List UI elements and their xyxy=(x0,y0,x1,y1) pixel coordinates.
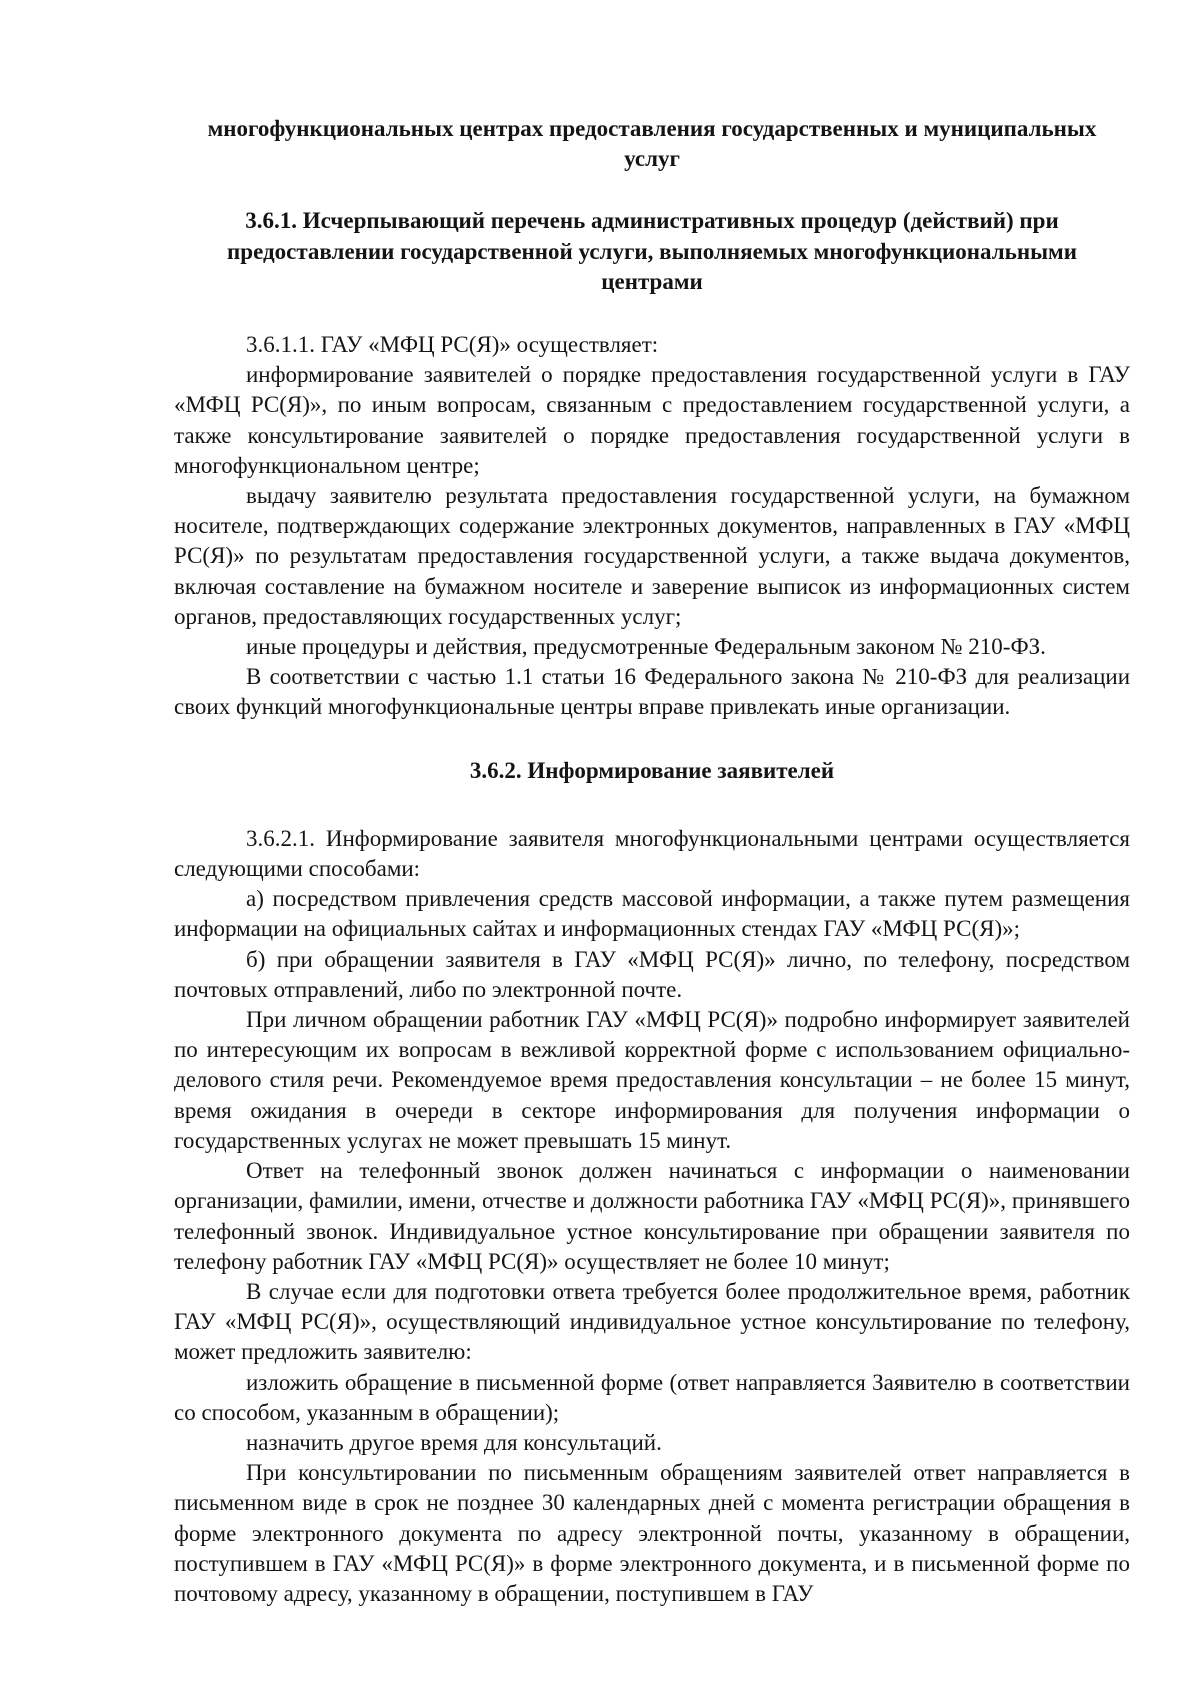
spacer xyxy=(174,723,1130,756)
spacer xyxy=(174,297,1130,330)
paragraph: В случае если для подготовки ответа требуется более продолжительное время, работник ГАУ «МФЦ РС(Я)», осуществляющий индивидуальное устное консультирование по телефону, может предложить заявителю: xyxy=(174,1278,1130,1365)
section-361-body xyxy=(174,330,1130,723)
spacer xyxy=(174,174,1130,206)
paragraph: изложить обращение в письменной форме (ответ направляется Заявителю в соответствии со способом, указанным в обращении); xyxy=(174,1369,1130,1425)
header-title: многофункциональных центрах предоставления государственных и муниципальных услуг xyxy=(207,116,1097,172)
paragraph: 3.6.2.1. Информирование заявителя многофункциональными центрами осуществляется следующими способами: xyxy=(174,825,1130,882)
spacer xyxy=(174,786,1130,824)
paragraph: а) посредством привлечения средств массовой информации, а также путем размещения информации на официальных сайтах и информационных стендах ГАУ «МФЦ РС(Я)»; xyxy=(174,886,1130,942)
paragraph: При личном обращении работник ГАУ «МФЦ РС(Я)» подробно информирует заявителей по интересующим их вопросам в вежливой корректной форме с использованием официально-делового стиля речи. Рекомендуемое время предоставления консультации – не более 15 минут, время ожидания в очереди в секторе информирования для получения информации о государственных услугах не может превышать 15 минут. xyxy=(174,1007,1130,1153)
paragraph: назначить другое время для консультаций. xyxy=(246,1429,662,1455)
paragraph: 3.6.1.1. ГАУ «МФЦ РС(Я)» осуществляет: xyxy=(246,332,659,358)
paragraph: В соответствии с частью 1.1 статьи 16 Федерального закона № 210-ФЗ для реализации своих функций многофункциональные центры вправе привлекать иные организации. xyxy=(174,664,1130,720)
paragraph: иные процедуры и действия, предусмотренные Федеральным законом № 210-ФЗ. xyxy=(246,634,1046,660)
paragraph: информирование заявителей о порядке предоставления государственной услуги в ГАУ «МФЦ РС(Я)», по иным вопросам, связанным с предоставлением государственной услуги, а также консультирование заявителей о порядке предоставления государственной услуги в многофункциональном центре; xyxy=(174,362,1130,478)
paragraph: Ответ на телефонный звонок должен начинаться с информации о наименовании организации, фамилии, имени, отчестве и должности работника ГАУ «МФЦ РС(Я)», принявшего телефонный звонок. Индивидуальное устное консультирование при обращении заявителя по телефону работник ГАУ «МФЦ РС(Я)» осуществляет не более 10 минут; xyxy=(174,1158,1130,1274)
section-362-title: 3.6.2. Информирование заявителей xyxy=(469,757,835,783)
section-361-title: 3.6.1. Исчерпывающий перечень административных процедур (действий) при предоставлении государственной услуги, выполняемых многофункциональными центрами xyxy=(227,208,1077,294)
paragraph: При консультировании по письменным обращениям заявителей ответ направляется в письменном виде в срок не позднее 30 календарных дней с момента регистрации обращения в форме электронного документа по адресу электронной почты, указанному в обращении, поступившем в ГАУ «МФЦ РС(Я)» в форме электронного документа, и в письменной форме по почтовому адресу, указанному в обращении, поступившем в ГАУ xyxy=(174,1460,1130,1606)
paragraph: б) при обращении заявителя в ГАУ «МФЦ РС(Я)» лично, по телефону, посредством почтовых отправлений, либо по электронной почте. xyxy=(174,946,1130,1002)
paragraph: выдачу заявителю результата предоставления государственной услуги, на бумажном носителе, подтверждающих содержание электронных документов, направленных в ГАУ «МФЦ РС(Я)» по результатам предоставления государственной услуги, а также выдача документов, включая составление на бумажном носителе и заверение выписок из информационных систем органов, предоставляющих государственных услуг; xyxy=(174,483,1130,629)
section-362-body xyxy=(174,824,1130,1609)
document-page xyxy=(174,114,1130,1609)
